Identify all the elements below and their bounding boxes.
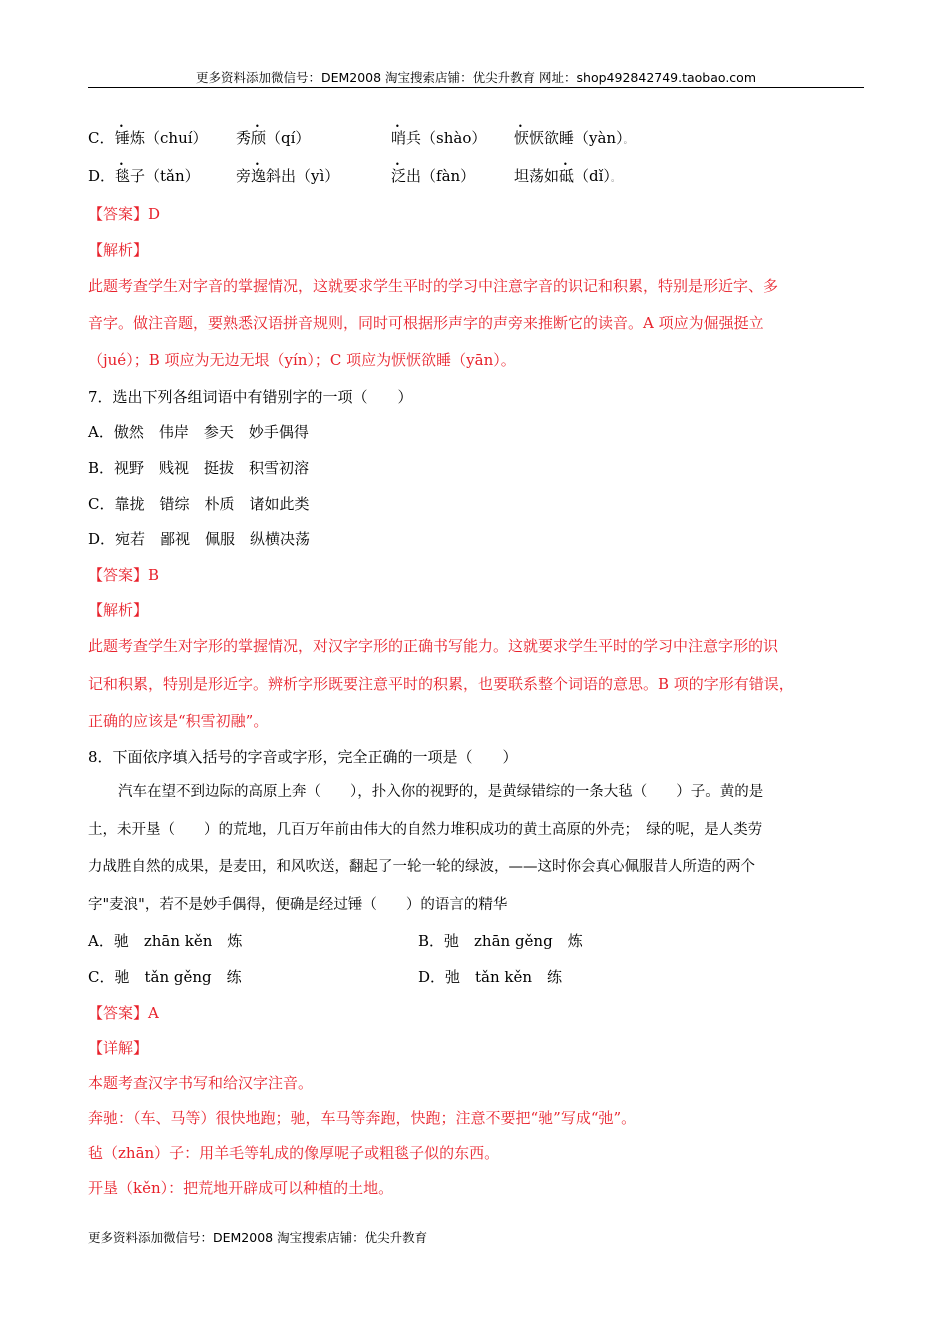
header-rule [88,87,864,88]
q6-analysis-label: 【解析】 [88,241,149,259]
q8-option-d: D．弛 tǎn kěn 练 [418,968,563,986]
q8-passage-line-4: 字"麦浪"，若不是妙手偶得，便确是经过锤（ ）的语言的精华 [88,897,508,913]
q8-detail-line-1: 本题考查汉字书写和给汉字注音。 [88,1074,314,1092]
q7-analysis-label: 【解析】 [88,601,149,619]
q7-answer: 【答案】B [88,566,160,584]
page-header: 更多资料添加微信号：DEM2008 淘宝搜索店铺：优尖升教育 网址：shop492842749.taobao.com [195,70,757,85]
q8-detail-line-3: 毡（zhān）子：用羊毛等轧成的像厚呢子或粗毯子似的东西。 [88,1144,500,1162]
q8-stem: 8．下面依序填入括号的字音或字形，完全正确的一项是（ ） [88,748,518,766]
q6-option-c-word-4: 恹恹欲睡（yàn）。 [514,129,633,147]
q8-option-b: B．弛 zhān gěng 炼 [418,932,583,950]
q6-option-d-word-4: 坦荡如砥（dǐ）。 [514,167,620,185]
q6-option-d-word-2: 旁逸斜出（yì） [236,167,340,185]
q7-stem: 7．选出下列各组词语中有错别字的一项（ ） [88,388,413,406]
q6-analysis-line-2: 音字。做注音题，要熟悉汉语拼音规则，同时可根据形声字的声旁来推断它的读音。A 项应为倔强挺立 [88,314,764,332]
q8-passage-line-2: 土，未开垦（ ）的荒地，几百万年前由伟大的自然力堆积成功的黄土高原的外壳； 绿的呢，是人类劳 [88,822,763,838]
q6-answer: 【答案】D [88,205,161,223]
q8-passage-line-3: 力战胜自然的成果，是麦田，和风吹送，翻起了一轮一轮的绿波，——这时你会真心佩服昔人所造的两个 [88,859,755,875]
q7-option-a: A．傲然 伟岸 参天 妙手偶得 [88,423,309,441]
page-footer: 更多资料添加微信号：DEM2008 淘宝搜索店铺：优尖升教育 [88,1230,428,1245]
q6-option-d-label: D． [88,167,116,185]
q6-option-c-word-1: 锤炼（chuí） [115,129,208,147]
q8-detail-line-4: 开垦（kěn）：把荒地开辟成可以种植的土地。 [88,1179,394,1197]
q6-option-c-word-3: 哨兵（shào） [391,129,487,147]
q6-option-d-word-3: 泛出（fàn） [391,167,476,185]
q8-option-a: A．驰 zhān kěn 炼 [88,932,243,950]
q7-option-c: C．靠拢 错综 朴质 诸如此类 [88,495,310,513]
q6-analysis-line-1: 此题考查学生对字音的掌握情况，这就要求学生平时的学习中注意字音的识记和积累，特别是形近字、多 [88,277,779,295]
q6-option-d-word-1: 毯子（tǎn） [115,167,200,185]
q6-option-c-label: C． [88,129,115,147]
q7-analysis-line-2: 记和积累，特别是形近字。辨析字形既要注意平时的积累，也要联系整个词语的意思。B 项的字形有错误， [88,675,794,693]
q7-option-d: D．宛若 鄙视 佩服 纵横决荡 [88,530,311,548]
q7-analysis-line-3: 正确的应该是“积雪初融”。 [88,712,269,730]
q6-option-c-word-2: 秀颀（qí） [236,129,311,147]
q8-option-c: C．驰 tǎn gěng 练 [88,968,242,986]
q6-analysis-line-3: （jué）；B 项应为无边无垠（yín）；C 项应为恹恹欲睡（yān）。 [88,351,516,369]
q8-answer: 【答案】A [88,1004,159,1022]
q8-passage-line-1: 汽车在望不到边际的高原上奔（ ），扑入你的视野的，是黄绿错综的一条大毡（ ）子。黄的是 [118,784,764,800]
q7-option-b: B．视野 贱视 挺拔 积雪初溶 [88,459,310,477]
q7-analysis-line-1: 此题考查学生对字形的掌握情况，对汉字字形的正确书写能力。这就要求学生平时的学习中注意字形的识 [88,637,779,655]
q8-detail-line-2: 奔驰：（车、马等）很快地跑；驰，车马等奔跑，快跑；注意不要把“驰”写成“弛”。 [88,1109,637,1127]
q8-detail-label: 【详解】 [88,1039,149,1057]
